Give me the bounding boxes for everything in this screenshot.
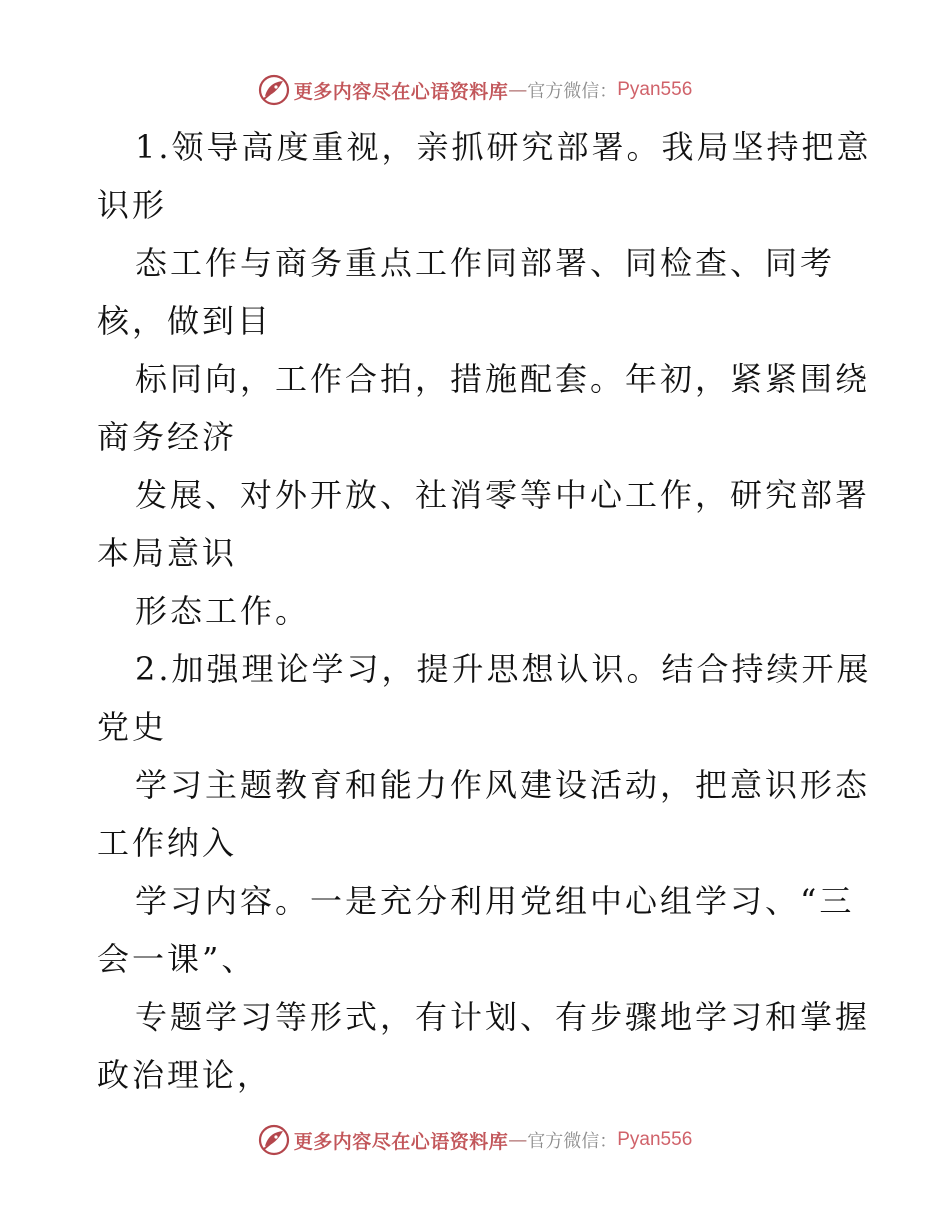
body-line: 党史 [97, 708, 168, 746]
body-line: 商务经济 [97, 418, 238, 456]
header-banner [0, 70, 950, 110]
body-line: 标同向，工作合拍，措施配套。年初，紧紧围绕 [135, 360, 871, 398]
body-line: 核，做到目 [97, 302, 273, 340]
body-line: 识形 [97, 186, 168, 224]
body-line: 政治理论， [97, 1056, 273, 1094]
body-line: 本局意识 [97, 534, 238, 572]
header-wechat-id: Pyan556 [617, 79, 693, 100]
body-line: 工作纳入 [97, 824, 238, 862]
body-line: 学习主题教育和能力作风建设活动，把意识形态 [135, 766, 871, 804]
body-line: 发展、对外开放、社消零等中心工作，研究部署 [135, 476, 871, 514]
footer-wechat-id: Pyan556 [617, 1129, 693, 1150]
footer-banner [0, 1120, 950, 1160]
body-line: 态工作与商务重点工作同部署、同检查、同考 [135, 244, 836, 282]
body-line: 学习内容。一是充分利用党组中心组学习、“三 [135, 882, 855, 920]
footer-separator: — [508, 1129, 528, 1151]
pen-nib-logo-icon [258, 1124, 290, 1156]
body-line: 形态工作。 [135, 592, 311, 630]
body-line: 会一课”、 [97, 940, 257, 978]
header-site-text: 更多内容尽在心语资料库 [293, 80, 509, 103]
body-line: 1.领导高度重视，亲抓研究部署。我局坚持把意 [135, 128, 872, 166]
footer-site-text: 更多内容尽在心语资料库 [293, 1130, 509, 1153]
pen-nib-logo-icon [258, 74, 290, 106]
body-line: 2.加强理论学习，提升思想认识。结合持续开展 [135, 650, 872, 688]
header-separator: — [508, 79, 528, 101]
document-body [97, 118, 872, 1104]
footer-wechat-label: 官方微信： [527, 1131, 618, 1152]
body-line: 专题学习等形式，有计划、有步骤地学习和掌握 [135, 998, 871, 1036]
header-wechat-label: 官方微信： [527, 81, 618, 102]
